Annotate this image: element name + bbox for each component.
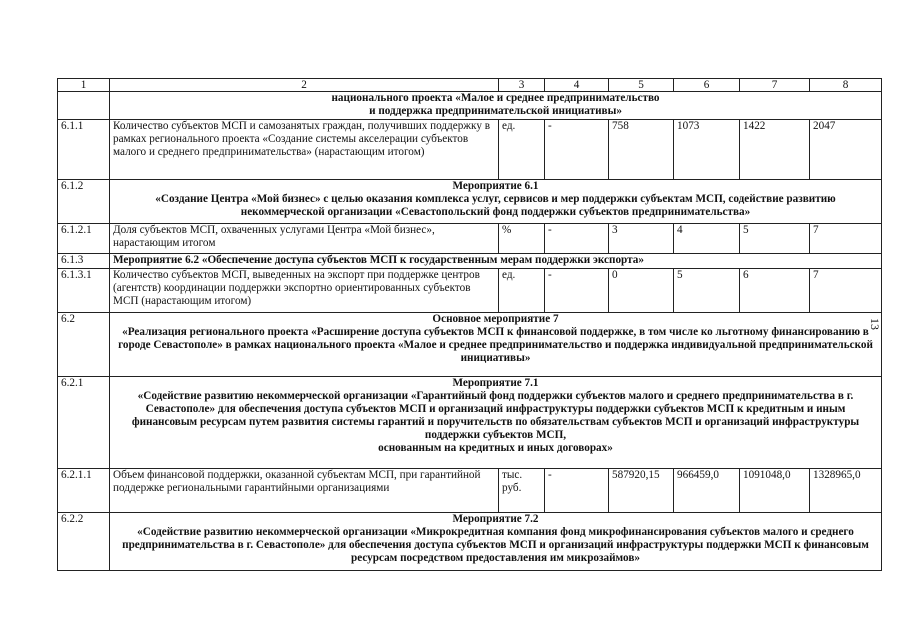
column-header: 4 [545,79,609,92]
unit-cell: ед. [499,120,545,180]
value-cell: 5 [740,224,810,254]
table-row [58,120,882,180]
value-cell: 587920,15 [609,469,674,513]
unit-cell: ед. [499,269,545,313]
column-header: 6 [674,79,740,92]
base-value-cell: - [545,469,609,513]
row-code: 6.2.1.1 [58,469,110,513]
value-cell: 1422 [740,120,810,180]
row-code: 6.1.3.1 [58,269,110,313]
table-row [58,469,882,513]
value-cell: 1091048,0 [740,469,810,513]
value-cell: 1328965,0 [810,469,882,513]
table-row [58,254,882,269]
column-header: 7 [740,79,810,92]
table-row [58,224,882,254]
row-code: 6.1.2.1 [58,224,110,254]
value-cell: 2047 [810,120,882,180]
value-cell: 1073 [674,120,740,180]
table-row [58,180,882,224]
base-value-cell: - [545,224,609,254]
value-cell: 7 [810,269,882,313]
value-cell: 3 [609,224,674,254]
indicator-name: Количество субъектов МСП, выведенных на экспорт при поддержке центров (агентств) координации поддержки экспортно ориентированных субъектов МСП (нарастающим итогом) [110,269,499,313]
section-heading: Мероприятие 7.2 «Содействие развитию некоммерческой организации «Микрокредитная компания фонд микрофинансирования субъектов малого и среднего предпринимательства в г. Севастополе» для обеспечения доступа субъектов МСП и организаций инфраструктуры поддержки МСП к финансовым ресурсам посредством предоставления им микрозаймов» [110,513,882,571]
value-cell: 5 [674,269,740,313]
value-cell: 0 [609,269,674,313]
row-code: 6.2.2 [58,513,110,571]
column-header: 5 [609,79,674,92]
base-value-cell: - [545,120,609,180]
unit-cell: тыс. руб. [499,469,545,513]
value-cell: 758 [609,120,674,180]
value-cell: 966459,0 [674,469,740,513]
column-header: 8 [810,79,882,92]
indicator-name: Доля субъектов МСП, охваченных услугами Центра «Мой бизнес», нарастающим итогом [110,224,499,254]
unit-cell: % [499,224,545,254]
indicator-table [57,78,882,571]
page-number: 13 [868,318,882,330]
table-row [58,92,882,120]
indicator-name: Объем финансовой поддержки, оказанной субъектам МСП, при гарантийной поддержке региональными гарантийными организациями [110,469,499,513]
value-cell: 6 [740,269,810,313]
table-row [58,377,882,469]
row-code: 6.1.3 [58,254,110,269]
row-code: 6.1.1 [58,120,110,180]
value-cell: 7 [810,224,882,254]
section-heading: Мероприятие 7.1 «Содействие развитию некоммерческой организации «Гарантийный фонд поддержки субъектов малого и среднего предпринимательства в г. Севастополе» для обеспечения доступа субъектов МСП и организаций инфраструктуры поддержки субъектов МСП к кредитным и иным финансовым ресурсам путем развития системы гарантий и поручительств по обязательствам субъектов МСП и организаций инфраструктуры поддержки субъектов МСП, основанным на кредитных и иных договорах» [110,377,882,469]
row-code [58,92,110,120]
row-code: 6.1.2 [58,180,110,224]
table-row [58,513,882,571]
section-heading: национального проекта «Малое и среднее предпринимательство и поддержка предпринимательской инициативы» [110,92,882,120]
row-code: 6.2.1 [58,377,110,469]
table-row [58,269,882,313]
section-heading: Мероприятие 6.1 «Создание Центра «Мой бизнес» с целью оказания комплекса услуг, сервисов и мер поддержки субъектам МСП, содействие развитию некоммерческой организации «Севастопольский фонд поддержки субъектов предпринимательства» [110,180,882,224]
column-header: 3 [499,79,545,92]
base-value-cell: - [545,269,609,313]
row-code: 6.2 [58,313,110,377]
column-number-row [58,79,882,92]
value-cell: 4 [674,224,740,254]
section-heading: Основное мероприятие 7 «Реализация регионального проекта «Расширение доступа субъектов МСП к финансовой поддержке, в том числе ко льготному финансированию в городе Севастополе» в рамках национального проекта «Малое и среднее предпринимательство и поддержка индивидуальной предпринимательской инициативы» [110,313,882,377]
column-header: 2 [110,79,499,92]
section-heading: Мероприятие 6.2 «Обеспечение доступа субъектов МСП к государственным мерам поддержки экспорта» [110,254,882,269]
indicator-name: Количество субъектов МСП и самозанятых граждан, получивших поддержку в рамках регионального проекта «Создание системы акселерации субъектов малого и среднего предпринимательства» (нарастающим итогом) [110,120,499,180]
table-row [58,313,882,377]
column-header: 1 [58,79,110,92]
